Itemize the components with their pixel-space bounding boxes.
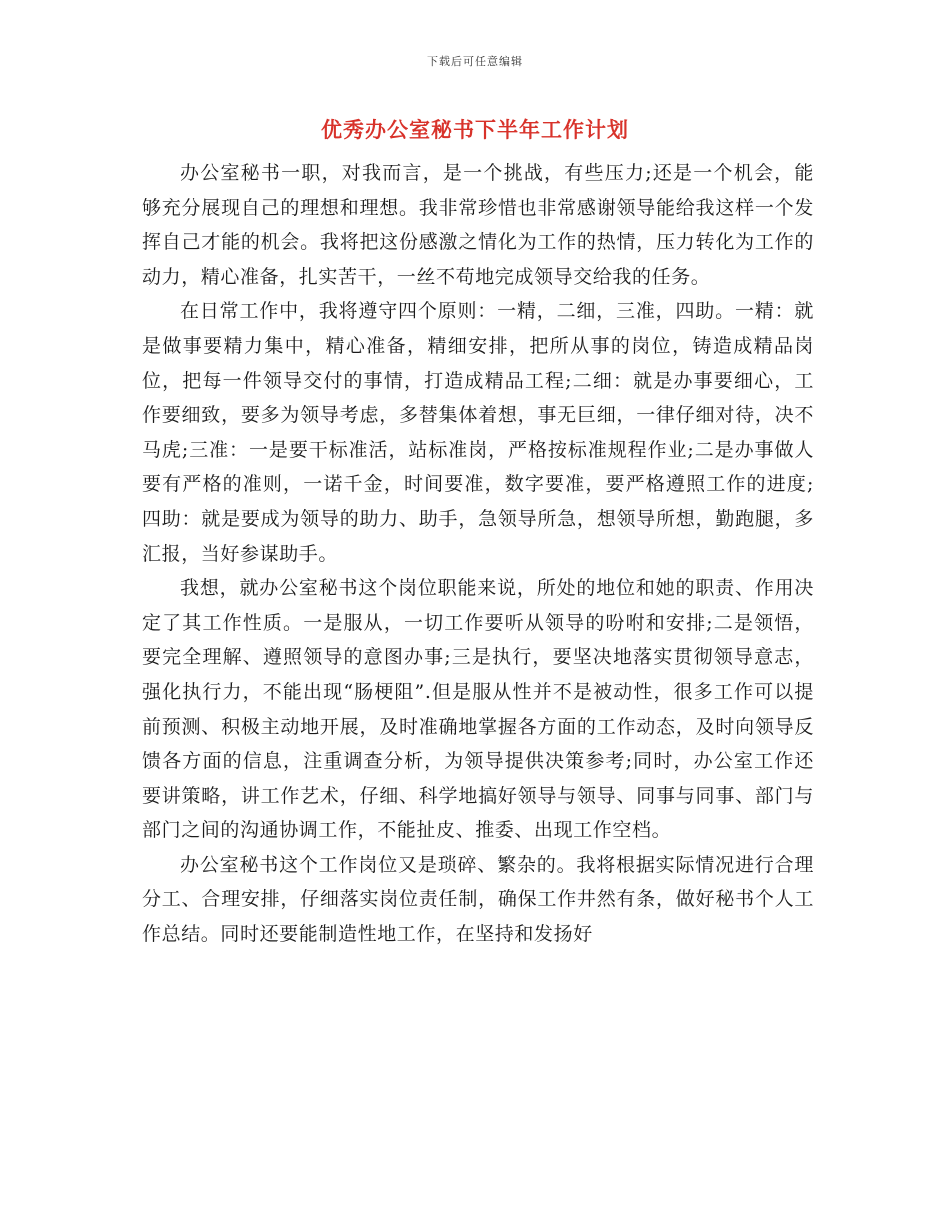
paragraph-3: 我想，就办公室秘书这个岗位职能来说，所处的地位和她的职责、作用决定了其工作性质。一是服从，一切工作要听从领导的吩咐和安排;二是领悟，要完全理解、遵照领导的意图办事;三是执行，要坚决地落实贯彻领导意志，强化执行力，不能出现“肠梗阻”.但是服从性并不是被动性，很多工作可以提前预测、积极主动地开展，及时准确地掌握各方面的工作动态，及时向领导反馈各方面的信息，注重调查分析，为领导提供决策参考;同时，办公室工作还要讲策略，讲工作艺术，仔细、科学地搞好领导与领导、同事与同事、部门与部门之间的沟通协调工作，不能扯皮、推委、出现工作空档。 <box>142 577 814 842</box>
document-title: 优秀办公室秘书下半年工作计划 <box>321 118 629 142</box>
page-header-note: 下载后可任意编辑 <box>427 55 523 68</box>
paragraph-4: 办公室秘书这个工作岗位又是琐碎、繁杂的。我将根据实际情况进行合理分工、合理安排，仔细落实岗位责任制，确保工作井然有条，做好秘书个人工作总结。同时还要能制造性地工作，在坚持和发扬好 <box>142 853 814 946</box>
paragraph-1: 办公室秘书一职，对我而言，是一个挑战，有些压力;还是一个机会，能够充分展现自己的理想和理想。我非常珍惜也非常感谢领导能给我这样一个发挥自己才能的机会。我将把这份感激之情化为工作的热情，压力转化为工作的动力，精心准备，扎实苦干，一丝不苟地完成领导交给我的任务。 <box>142 162 814 288</box>
paragraph-2: 在日常工作中，我将遵守四个原则：一精，二细，三准，四助。一精：就是做事要精力集中，精心准备，精细安排，把所从事的岗位，铸造成精品岗位，把每一件领导交付的事情，打造成精品工程;二细：就是办事要细心，工作要细致，要多为领导考虑，多替集体着想，事无巨细，一律仔细对待，决不马虎;三准：一是要干标准活，站标准岗，严格按标准规程作业;二是办事做人要有严格的准则，一诺千金，时间要准，数字要准，要严格遵照工作的进度;四助：就是要成为领导的助力、助手，急领导所急，想领导所想，勤跑腿，多汇报，当好参谋助手。 <box>142 300 814 565</box>
document-body <box>142 156 814 952</box>
